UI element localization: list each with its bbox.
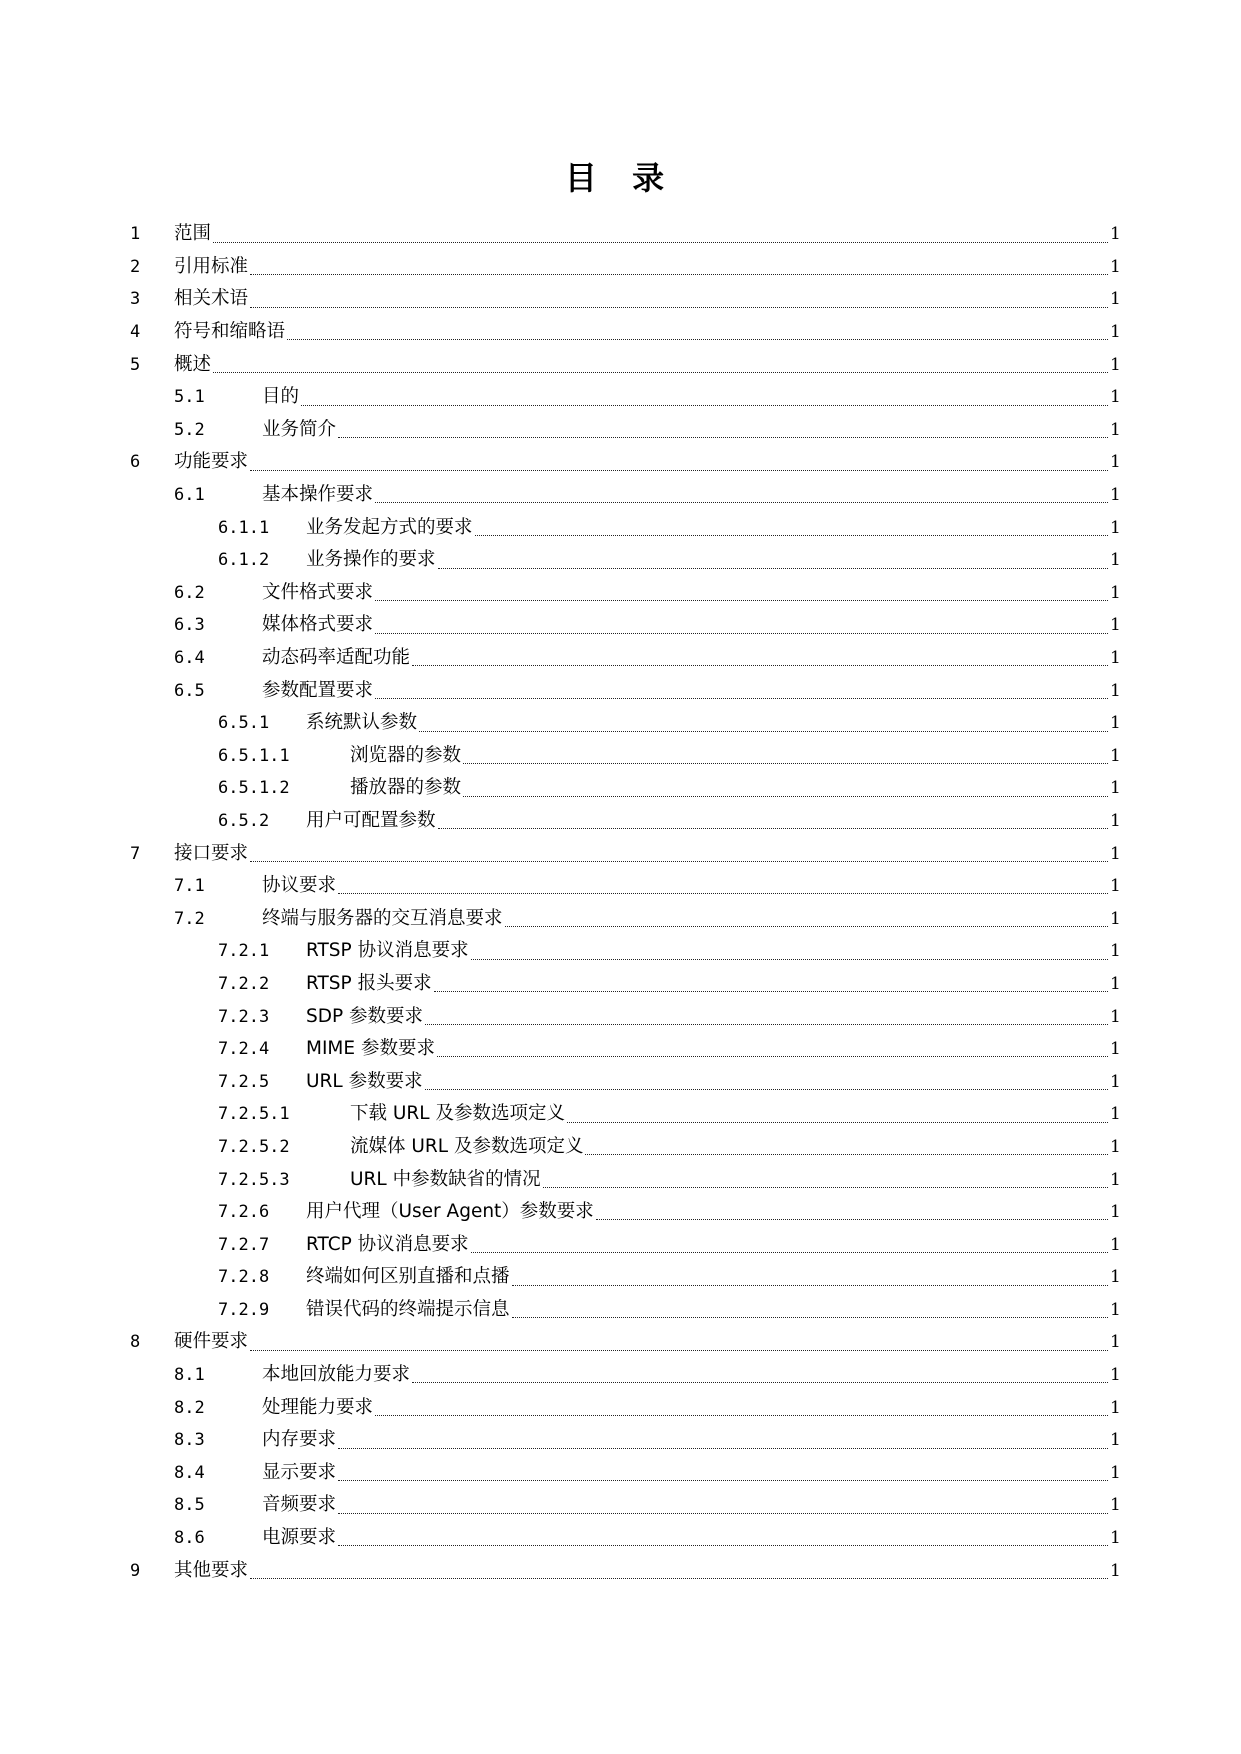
toc-entry-page: 1 <box>1110 1495 1121 1516</box>
toc-dot-leader <box>567 1121 1108 1123</box>
toc-entry[interactable] <box>130 1261 1120 1294</box>
toc-entry-title: 浏览器的参数 <box>350 744 462 766</box>
toc-entry-title: 业务发起方式的要求 <box>306 516 473 538</box>
toc-dot-leader <box>419 730 1108 732</box>
toc-dot-leader <box>338 1447 1108 1449</box>
toc-entry[interactable] <box>130 1359 1120 1392</box>
toc-dot-leader <box>543 1186 1108 1188</box>
toc-entry-page: 1 <box>1110 810 1121 831</box>
toc-entry-page: 1 <box>1110 1006 1121 1027</box>
toc-dot-leader <box>425 1023 1108 1025</box>
toc-dot-leader <box>375 632 1108 634</box>
toc-entry[interactable] <box>130 218 1120 251</box>
toc-entry-page: 1 <box>1110 1202 1121 1223</box>
toc-entry-number: 7.2.8 <box>218 1267 270 1288</box>
toc-entry[interactable] <box>130 348 1120 381</box>
toc-entry[interactable] <box>130 251 1120 284</box>
toc-dot-leader <box>505 925 1108 927</box>
toc-entry-title: 下载 URL 及参数选项定义 <box>350 1103 565 1125</box>
toc-entry[interactable] <box>130 1522 1120 1555</box>
toc-entry-title: 电源要求 <box>262 1527 337 1549</box>
toc-entry-number: 6.5.1.1 <box>218 745 290 766</box>
toc-entry-title: 终端如何区别直播和点播 <box>306 1266 510 1288</box>
toc-entry-number: 8 <box>130 1332 141 1353</box>
toc-entry-number: 7.2.4 <box>218 1039 270 1060</box>
toc-entry-page: 1 <box>1110 1136 1121 1157</box>
toc-entry[interactable] <box>130 1294 1120 1327</box>
toc-dot-leader <box>585 1153 1108 1155</box>
toc-entry-number: 8.3 <box>174 1430 205 1451</box>
toc-entry-title: 引用标准 <box>174 255 249 277</box>
toc-entry[interactable] <box>130 511 1120 544</box>
toc-entry-page: 1 <box>1110 256 1121 277</box>
toc-entry-number: 7.2.3 <box>218 1006 270 1027</box>
toc-dot-leader <box>213 371 1108 373</box>
toc-entry[interactable] <box>130 1163 1120 1196</box>
toc-entry[interactable] <box>130 609 1120 642</box>
toc-dot-leader <box>250 469 1108 471</box>
toc-dot-leader <box>338 892 1108 894</box>
toc-entry[interactable] <box>130 316 1120 349</box>
toc-dot-leader <box>338 1512 1108 1514</box>
toc-entry[interactable] <box>130 1098 1120 1131</box>
toc-entry-number: 8.2 <box>174 1397 205 1418</box>
toc-entry[interactable] <box>130 414 1120 447</box>
toc-entry-page: 1 <box>1110 1104 1121 1125</box>
toc-entry-page: 1 <box>1110 452 1121 473</box>
toc-entry-number: 8.4 <box>174 1462 205 1483</box>
toc-entry-page: 1 <box>1110 224 1121 245</box>
toc-entry[interactable] <box>130 674 1120 707</box>
toc-entry[interactable] <box>130 772 1120 805</box>
toc-entry[interactable] <box>130 902 1120 935</box>
toc-entry[interactable] <box>130 1065 1120 1098</box>
toc-entry-title: 音频要求 <box>262 1494 337 1516</box>
toc-entry[interactable] <box>130 1228 1120 1261</box>
toc-entry-page: 1 <box>1110 648 1121 669</box>
toc-entry[interactable] <box>130 1424 1120 1457</box>
toc-entry-number: 6.5.2 <box>218 810 270 831</box>
toc-dot-leader <box>375 501 1108 503</box>
toc-entry-number: 7.2.2 <box>218 973 270 994</box>
toc-entry-page: 1 <box>1110 1462 1121 1483</box>
toc-entry-number: 6.3 <box>174 615 205 636</box>
toc-entry-page: 1 <box>1110 1528 1121 1549</box>
toc-entry-number: 6.5 <box>174 680 205 701</box>
toc-dot-leader <box>463 795 1108 797</box>
toc-dot-leader <box>213 241 1108 243</box>
toc-entry-title: 终端与服务器的交互消息要求 <box>262 907 503 929</box>
toc-entry-title: 接口要求 <box>174 842 249 864</box>
toc-entry-page: 1 <box>1110 1560 1121 1581</box>
toc-dot-leader <box>250 306 1108 308</box>
toc-entry-title: 业务操作的要求 <box>306 549 436 571</box>
toc-entry-page: 1 <box>1110 419 1121 440</box>
toc-dot-leader <box>512 1316 1108 1318</box>
toc-entry-number: 6.5.1 <box>218 713 270 734</box>
toc-entry-title: 概述 <box>174 353 212 375</box>
toc-entry-title: 错误代码的终端提示信息 <box>306 1298 510 1320</box>
toc-entry[interactable] <box>130 577 1120 610</box>
toc-entry[interactable] <box>130 1000 1120 1033</box>
toc-entry-page: 1 <box>1110 289 1121 310</box>
toc-entry-title: 参数配置要求 <box>262 679 374 701</box>
toc-entry-page: 1 <box>1110 615 1121 636</box>
toc-entry-number: 6.4 <box>174 648 205 669</box>
toc-entry-title: 媒体格式要求 <box>262 614 374 636</box>
toc-entry[interactable] <box>130 870 1120 903</box>
toc-dot-leader <box>287 338 1108 340</box>
toc-entry-number: 5.1 <box>174 387 205 408</box>
toc-entry-title: 协议要求 <box>262 875 337 897</box>
toc-entry-number: 6.1.1 <box>218 517 270 538</box>
toc-entry-title: RTSP 报头要求 <box>306 972 432 994</box>
toc-dot-leader <box>512 1284 1108 1286</box>
toc-entry[interactable] <box>130 283 1120 316</box>
toc-dot-leader <box>250 860 1108 862</box>
toc-entry-number: 5 <box>130 354 141 375</box>
toc-entry[interactable] <box>130 479 1120 512</box>
toc-entry-page: 1 <box>1110 680 1121 701</box>
table-of-contents <box>130 218 1120 1587</box>
toc-entry-title: URL 中参数缺省的情况 <box>350 1168 541 1190</box>
toc-entry-title: RTCP 协议消息要求 <box>306 1233 469 1255</box>
toc-entry[interactable] <box>130 1457 1120 1490</box>
toc-entry-page: 1 <box>1110 973 1121 994</box>
toc-entry-number: 9 <box>130 1560 141 1581</box>
toc-entry-page: 1 <box>1110 354 1121 375</box>
toc-dot-leader <box>412 664 1108 666</box>
toc-entry-page: 1 <box>1110 843 1121 864</box>
toc-entry[interactable] <box>130 805 1120 838</box>
toc-entry-title: 用户可配置参数 <box>306 809 436 831</box>
toc-entry-number: 7.2.9 <box>218 1299 270 1320</box>
toc-entry[interactable] <box>130 968 1120 1001</box>
toc-entry-page: 1 <box>1110 876 1121 897</box>
toc-entry[interactable] <box>130 1131 1120 1164</box>
toc-entry-page: 1 <box>1110 517 1121 538</box>
toc-entry-title: 播放器的参数 <box>350 777 462 799</box>
toc-dot-leader <box>596 1218 1108 1220</box>
toc-entry-title: 硬件要求 <box>174 1331 249 1353</box>
toc-entry-title: 内存要求 <box>262 1429 337 1451</box>
toc-entry[interactable] <box>130 935 1120 968</box>
toc-entry-page: 1 <box>1110 550 1121 571</box>
toc-entry-page: 1 <box>1110 387 1121 408</box>
toc-entry-number: 6 <box>130 452 141 473</box>
toc-entry[interactable] <box>130 1326 1120 1359</box>
toc-entry-number: 4 <box>130 322 141 343</box>
toc-entry-number: 7.1 <box>174 876 205 897</box>
toc-entry-title: 范围 <box>174 223 212 245</box>
toc-dot-leader <box>250 1577 1108 1579</box>
toc-entry-page: 1 <box>1110 713 1121 734</box>
toc-entry[interactable] <box>130 446 1120 479</box>
toc-entry[interactable] <box>130 1033 1120 1066</box>
toc-entry-title: 系统默认参数 <box>306 712 418 734</box>
toc-entry-number: 6.5.1.2 <box>218 778 290 799</box>
toc-title: 目 录 <box>564 159 677 197</box>
toc-dot-leader <box>471 1251 1108 1253</box>
toc-entry-page: 1 <box>1110 1234 1121 1255</box>
toc-entry[interactable] <box>130 1391 1120 1424</box>
toc-dot-leader <box>471 958 1108 960</box>
toc-entry-number: 2 <box>130 256 141 277</box>
toc-dot-leader <box>338 1479 1108 1481</box>
toc-dot-leader <box>250 1349 1108 1351</box>
toc-entry[interactable] <box>130 837 1120 870</box>
toc-entry[interactable] <box>130 1554 1120 1587</box>
toc-dot-leader <box>425 1088 1108 1090</box>
toc-entry-title: 目的 <box>262 386 300 408</box>
toc-dot-leader <box>338 1544 1108 1546</box>
toc-entry-page: 1 <box>1110 908 1121 929</box>
toc-entry-page: 1 <box>1110 582 1121 603</box>
toc-entry-number: 6.1.2 <box>218 550 270 571</box>
toc-dot-leader <box>250 273 1108 275</box>
toc-entry-title: 流媒体 URL 及参数选项定义 <box>350 1135 584 1157</box>
toc-entry-page: 1 <box>1110 1397 1121 1418</box>
toc-entry-page: 1 <box>1110 485 1121 506</box>
toc-entry-title: 功能要求 <box>174 451 249 473</box>
toc-entry-title: 用户代理（User Agent）参数要求 <box>306 1201 594 1223</box>
toc-entry[interactable] <box>130 740 1120 773</box>
toc-entry-number: 7.2.1 <box>218 941 270 962</box>
toc-dot-leader <box>434 990 1108 992</box>
toc-dot-leader <box>375 599 1108 601</box>
toc-dot-leader <box>437 1055 1108 1057</box>
toc-entry-title: MIME 参数要求 <box>306 1038 435 1060</box>
toc-entry-page: 1 <box>1110 1299 1121 1320</box>
toc-entry-title: 动态码率适配功能 <box>262 647 411 669</box>
toc-dot-leader <box>338 436 1108 438</box>
toc-entry-title: 业务简介 <box>262 418 337 440</box>
toc-entry-page: 1 <box>1110 1169 1121 1190</box>
toc-dot-leader <box>463 762 1108 764</box>
toc-entry-title: 文件格式要求 <box>262 581 374 603</box>
toc-entry-number: 7.2.7 <box>218 1234 270 1255</box>
toc-entry-number: 6.1 <box>174 485 205 506</box>
toc-entry-number: 1 <box>130 224 141 245</box>
toc-entry-number: 8.5 <box>174 1495 205 1516</box>
toc-entry-title: 其他要求 <box>174 1559 249 1581</box>
toc-entry-number: 7.2.6 <box>218 1202 270 1223</box>
toc-entry-page: 1 <box>1110 322 1121 343</box>
toc-entry-page: 1 <box>1110 1332 1121 1353</box>
toc-entry[interactable] <box>130 544 1120 577</box>
toc-entry-title: 显示要求 <box>262 1461 337 1483</box>
toc-entry-title: 本地回放能力要求 <box>262 1364 411 1386</box>
toc-entry[interactable] <box>130 381 1120 414</box>
toc-dot-leader <box>412 1381 1108 1383</box>
toc-entry-number: 3 <box>130 289 141 310</box>
toc-entry-page: 1 <box>1110 941 1121 962</box>
toc-entry-number: 7.2.5.3 <box>218 1169 290 1190</box>
toc-entry-page: 1 <box>1110 1267 1121 1288</box>
toc-entry-page: 1 <box>1110 1039 1121 1060</box>
toc-entry-number: 7.2.5.1 <box>218 1104 290 1125</box>
toc-entry-title: SDP 参数要求 <box>306 1005 424 1027</box>
toc-entry-page: 1 <box>1110 778 1121 799</box>
toc-dot-leader <box>375 1414 1108 1416</box>
toc-entry[interactable] <box>130 1196 1120 1229</box>
toc-entry-title: URL 参数要求 <box>306 1070 423 1092</box>
toc-entry-title: 符号和缩略语 <box>174 321 286 343</box>
toc-entry-number: 5.2 <box>174 419 205 440</box>
toc-entry-title: 相关术语 <box>174 288 249 310</box>
toc-entry-number: 8.1 <box>174 1365 205 1386</box>
toc-entry-page: 1 <box>1110 1430 1121 1451</box>
toc-entry-number: 6.2 <box>174 582 205 603</box>
toc-entry-title: 处理能力要求 <box>262 1396 374 1418</box>
toc-entry-number: 7.2.5 <box>218 1071 270 1092</box>
toc-entry-page: 1 <box>1110 745 1121 766</box>
toc-entry[interactable] <box>130 707 1120 740</box>
toc-entry[interactable] <box>130 642 1120 675</box>
toc-entry[interactable] <box>130 1489 1120 1522</box>
toc-dot-leader <box>301 404 1108 406</box>
toc-dot-leader <box>438 827 1108 829</box>
toc-dot-leader <box>375 697 1108 699</box>
toc-entry-page: 1 <box>1110 1365 1121 1386</box>
toc-entry-title: RTSP 协议消息要求 <box>306 940 469 962</box>
toc-entry-page: 1 <box>1110 1071 1121 1092</box>
toc-entry-number: 8.6 <box>174 1528 205 1549</box>
toc-entry-title: 基本操作要求 <box>262 484 374 506</box>
toc-entry-number: 7.2.5.2 <box>218 1136 290 1157</box>
toc-entry-number: 7 <box>130 843 141 864</box>
toc-dot-leader <box>438 567 1108 569</box>
toc-entry-number: 7.2 <box>174 908 205 929</box>
toc-dot-leader <box>475 534 1108 536</box>
